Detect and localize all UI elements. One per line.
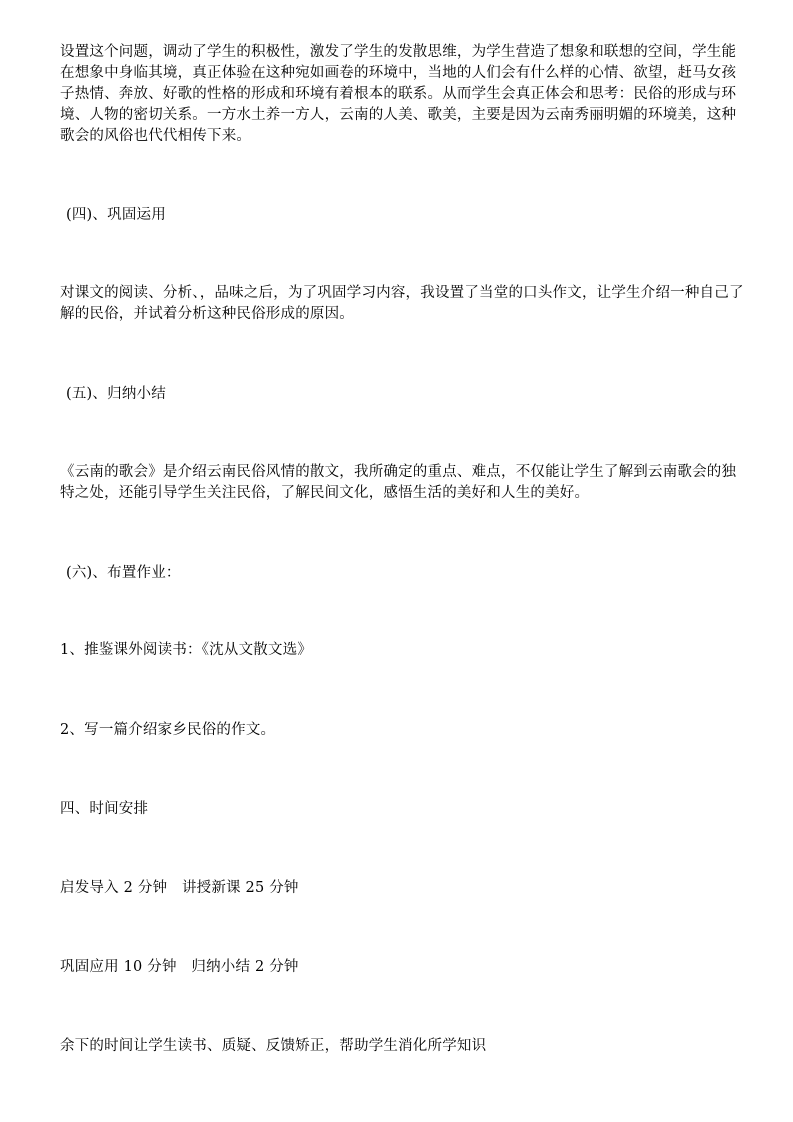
intro-paragraph: 设置这个问题，调动了学生的积极性，激发了学生的发散思维，为学生营造了想象和联想的空间，学生能在想象中身临其境，真正体验在这种宛如画卷的环境中，当地的人们会有什么样的心情、欲望，赶马女孩子热情、奔放、好歌的性格的形成和环境有着根本的联系。从而学生会真正体会和思考：民俗的形成与环境、人物的密切关系。一方水土养一方人，云南的人美、歌美，主要是因为云南秀丽明媚的环境美，这种歌会的风俗也代代相传下来。 (60, 44, 737, 144)
section-4-paragraph: 对课文的阅读、分析、，品味之后，为了巩固学习内容，我设置了当堂的口头作文，让学生介绍一种自己了解的民俗，并试着分析这种民俗形成的原因。 (60, 285, 744, 322)
section-5-paragraph: 《云南的歌会》是介绍云南民俗风情的散文，我所确定的重点、难点，不仅能让学生了解到云南歌会的独特之处，还能引导学生关注民俗，了解民间文化，感悟生活的美好和人生的美好。 (60, 464, 737, 501)
homework-item-1: 1、推鉴课外阅读书：《沈从文散文选》 (60, 642, 313, 658)
section-6-heading: (六)、布置作业： (66, 565, 181, 581)
homework-item-2: 2、写一篇介绍家乡民俗的作文。 (60, 722, 276, 738)
time-schedule-line-1: 启发导入 2 分钟 讲授新课 25 分钟 (60, 880, 299, 896)
time-schedule-line-2: 巩固应用 10 分钟 归纳小结 2 分钟 (60, 959, 299, 975)
section-4-heading: (四)、巩固运用 (66, 207, 166, 223)
section-5-heading: (五)、归纳小结 (66, 386, 166, 402)
part-4-heading: 四、时间安排 (60, 801, 149, 817)
closing-line: 余下的时间让学生读书、质疑、反馈矫正，帮助学生消化所学知识 (60, 1038, 487, 1054)
